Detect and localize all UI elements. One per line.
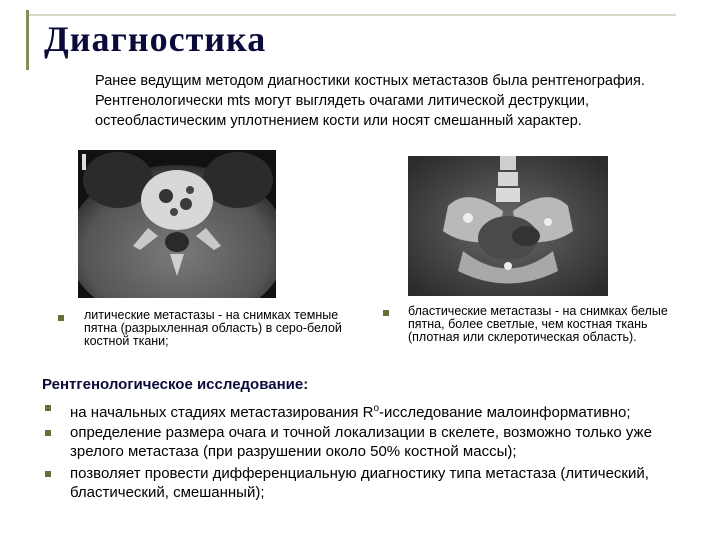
list-item: определение размера очага и точной локализации в скелете, возможно только уже зрелого метастаза (при разрушении около 50% костной массы); bbox=[70, 424, 652, 460]
blastic-note: бластические метастазы - на снимках белые пятна, более светлые, чем костная ткань (плотная или склеротическая область). bbox=[408, 304, 668, 344]
ct-scan-image bbox=[78, 150, 276, 298]
lytic-note: литические метастазы - на снимках темные пятна (разрыхленная область) в серо-белой костной ткани; bbox=[84, 308, 342, 348]
intro-paragraph: Ранее ведущим методом диагностики костных метастазов была рентгенография. Рентгенологически mts могут выглядеть очагами литической деструкции, остеобластическим уплотнением кости или носят смешанный характер. bbox=[95, 73, 645, 129]
bullet-icon bbox=[45, 471, 51, 477]
bullet-icon bbox=[58, 315, 64, 321]
title-accent-bar bbox=[26, 10, 29, 70]
ct-scan-illustration bbox=[78, 150, 276, 298]
bullet-icon bbox=[45, 430, 51, 436]
list-item: на начальных стадиях метастазирования $R^о$-исследование малоинформативно; bbox=[70, 403, 631, 421]
bullet-icon bbox=[45, 405, 51, 411]
section-heading: Рентгенологическое исследование: bbox=[42, 376, 309, 393]
page-title: Диагностика bbox=[44, 19, 267, 59]
xray-pelvis-illustration bbox=[408, 156, 608, 296]
bullet-icon bbox=[383, 310, 389, 316]
xray-pelvis-image bbox=[408, 156, 608, 296]
title-underline bbox=[26, 14, 676, 16]
list-item: позволяет провести дифференциальную диагностику типа метастаза (литический, бластический, смешанный); bbox=[70, 465, 649, 501]
